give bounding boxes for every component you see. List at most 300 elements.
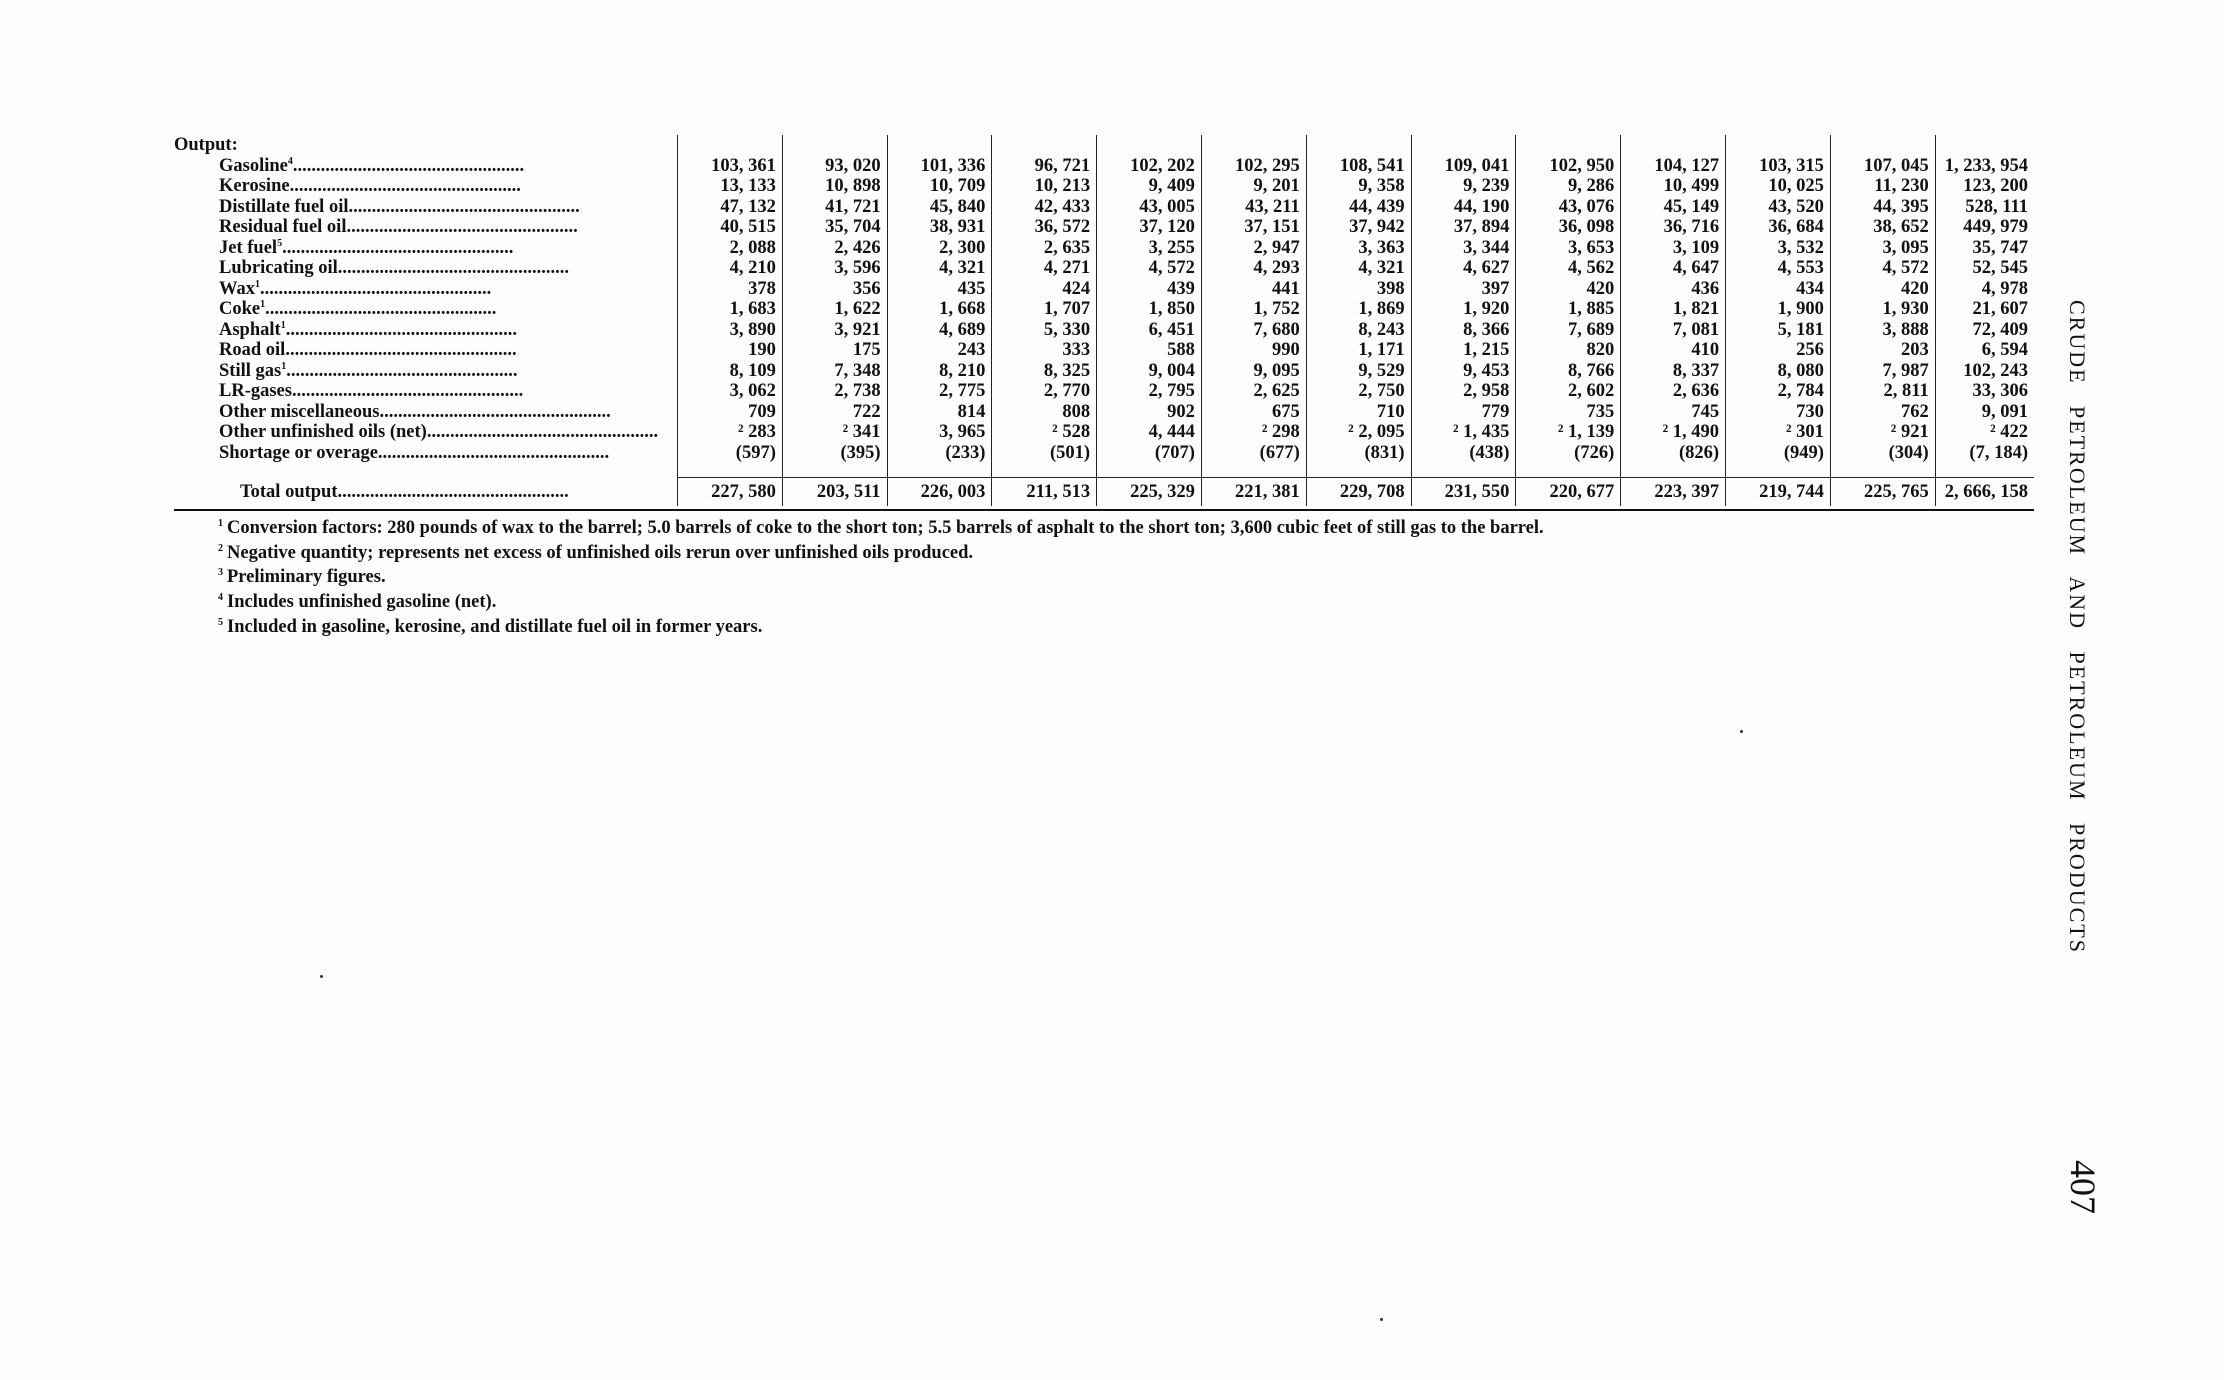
table-cell: 3, 921: [782, 320, 887, 341]
table-cell: 3, 109: [1621, 238, 1726, 259]
table-cell: (501): [992, 443, 1097, 464]
table-cell: 3, 363: [1306, 238, 1411, 259]
table-cell: 7, 081: [1621, 320, 1726, 341]
total-cell: 225, 765: [1830, 478, 1935, 507]
total-cell: 203, 511: [782, 478, 887, 507]
total-cell: 229, 708: [1306, 478, 1411, 507]
table-cell: 2, 088: [678, 238, 783, 259]
table-cell: 1, 668: [887, 299, 992, 320]
total-cell: 211, 513: [992, 478, 1097, 507]
table-cell: 36, 716: [1621, 217, 1726, 238]
table-cell: 101, 336: [887, 156, 992, 177]
table-cell: 11, 230: [1830, 176, 1935, 197]
table-cell: 8, 109: [678, 361, 783, 382]
table-cell: 38, 652: [1830, 217, 1935, 238]
table-cell: 45, 149: [1621, 197, 1726, 218]
table-cell: 9, 239: [1411, 176, 1516, 197]
table-cell: 36, 572: [992, 217, 1097, 238]
table-cell: 3, 532: [1726, 238, 1831, 259]
footnote-ref: 4: [287, 155, 293, 167]
table-cell: 1, 885: [1516, 299, 1621, 320]
table-cell: ² 1, 139: [1516, 422, 1621, 443]
table-cell: (597): [678, 443, 783, 464]
table-cell: 434: [1726, 279, 1831, 300]
footnote-text: Negative quantity; represents net excess of unfinished oils rerun over unfinished oils produced.: [227, 542, 974, 563]
table-cell: 1, 707: [992, 299, 1097, 320]
table-cell: (677): [1201, 443, 1306, 464]
table-cell: 8, 080: [1726, 361, 1831, 382]
table-cell: ² 921: [1830, 422, 1935, 443]
total-cell: 225, 329: [1097, 478, 1202, 507]
footnote-ref: 1: [280, 319, 286, 331]
table-cell: 36, 098: [1516, 217, 1621, 238]
table-cell: 8, 366: [1411, 320, 1516, 341]
table-cell: 9, 529: [1306, 361, 1411, 382]
table-cell: 102, 243: [1935, 361, 2034, 382]
footnote-mark: 4: [218, 591, 223, 603]
table-row: [174, 258, 2034, 279]
table-cell: ² 301: [1726, 422, 1831, 443]
table-cell: 435: [887, 279, 992, 300]
table-cell: 528, 111: [1935, 197, 2034, 218]
leader-dots: ..................................................: [286, 360, 518, 381]
table-cell: 9, 004: [1097, 361, 1202, 382]
table-cell: ² 2, 095: [1306, 422, 1411, 443]
table-cell: 72, 409: [1935, 320, 2034, 341]
page-number-text: 407: [2063, 1160, 2103, 1214]
table-cell: 3, 255: [1097, 238, 1202, 259]
leader-dots: ..................................................: [348, 196, 580, 217]
table-cell: 96, 721: [992, 156, 1097, 177]
table-row: [174, 443, 2034, 464]
footnotes: [218, 514, 2018, 637]
table-cell: 439: [1097, 279, 1202, 300]
table-cell: 9, 095: [1201, 361, 1306, 382]
table-cell: 9, 453: [1411, 361, 1516, 382]
table-cell: 6, 594: [1935, 340, 2034, 361]
row-label-text: Gasoline: [219, 155, 288, 176]
running-head-text: CRUDE PETROLEUM AND PETROLEUM PRODUCTS: [2065, 300, 2090, 954]
table-cell: (304): [1830, 443, 1935, 464]
table-cell: 709: [678, 402, 783, 423]
table-cell: 9, 358: [1306, 176, 1411, 197]
table-cell: 730: [1726, 402, 1831, 423]
table-cell: 1, 171: [1306, 340, 1411, 361]
table-cell: 4, 293: [1201, 258, 1306, 279]
table-cell: 378: [678, 279, 783, 300]
leader-dots: ..................................................: [285, 319, 517, 340]
table-cell: 5, 330: [992, 320, 1097, 341]
row-label-text: Other miscellaneous: [219, 401, 380, 422]
row-label-text: Other unfinished oils (net): [219, 422, 427, 442]
table-cell: 1, 622: [782, 299, 887, 320]
row-label-text: Wax: [219, 278, 255, 299]
table-cell: 4, 444: [1097, 422, 1202, 443]
table-cell: 2, 795: [1097, 381, 1202, 402]
table-cell: ² 1, 435: [1411, 422, 1516, 443]
table-cell: 13, 133: [678, 176, 783, 197]
table-cell: 8, 337: [1621, 361, 1726, 382]
table-cell: 175: [782, 340, 887, 361]
table-cell: 710: [1306, 402, 1411, 423]
table-cell: 7, 987: [1830, 361, 1935, 382]
table-cell: 3, 062: [678, 381, 783, 402]
table-cell: 814: [887, 402, 992, 423]
row-label: [174, 299, 678, 320]
table-cell: 436: [1621, 279, 1726, 300]
table-cell: 4, 210: [678, 258, 783, 279]
table-cell: 2, 947: [1201, 238, 1306, 259]
section-label: Output:: [174, 135, 238, 155]
table-cell: (7, 184): [1935, 443, 2034, 464]
section-row: [174, 135, 2034, 156]
table-cell: 420: [1516, 279, 1621, 300]
table-cell: 2, 958: [1411, 381, 1516, 402]
table-cell: 2, 636: [1621, 381, 1726, 402]
table-cell: 2, 750: [1306, 381, 1411, 402]
table-cell: 449, 979: [1935, 217, 2034, 238]
table-cell: ² 528: [992, 422, 1097, 443]
row-label-text: Coke: [219, 299, 261, 319]
row-label: [174, 422, 678, 443]
table-cell: 4, 572: [1830, 258, 1935, 279]
table-cell: 4, 321: [887, 258, 992, 279]
row-label-text: Distillate fuel oil: [219, 196, 349, 217]
table-cell: 3, 890: [678, 320, 783, 341]
footnote: [218, 563, 2018, 588]
table-cell: 441: [1201, 279, 1306, 300]
table-cell: (233): [887, 443, 992, 464]
table-cell: ² 422: [1935, 422, 2034, 443]
table-cell: 42, 433: [992, 197, 1097, 218]
table-cell: 398: [1306, 279, 1411, 300]
footnote-text: Includes unfinished gasoline (net).: [227, 592, 497, 613]
footnote: [218, 514, 2018, 539]
speck: [1740, 730, 1743, 733]
row-label-text: Road oil: [219, 340, 286, 360]
leader-dots: ..................................................: [379, 401, 611, 422]
table-cell: 7, 680: [1201, 320, 1306, 341]
total-cell: 221, 381: [1201, 478, 1306, 507]
row-label-text: Asphalt: [219, 319, 281, 340]
table-cell: 33, 306: [1935, 381, 2034, 402]
table-cell: 38, 931: [887, 217, 992, 238]
footnote: [218, 539, 2018, 564]
row-label: [174, 279, 678, 300]
table-row: [174, 340, 2034, 361]
table-cell: 107, 045: [1830, 156, 1935, 177]
table-cell: 103, 315: [1726, 156, 1831, 177]
table-cell: 2, 426: [782, 238, 887, 259]
table-cell: 356: [782, 279, 887, 300]
table-cell: 9, 201: [1201, 176, 1306, 197]
leader-dots: ..................................................: [282, 237, 514, 258]
table-cell: (438): [1411, 443, 1516, 464]
row-label: [174, 478, 678, 507]
table-cell: 1, 752: [1201, 299, 1306, 320]
total-cell: 223, 397: [1621, 478, 1726, 507]
table-cell: 37, 151: [1201, 217, 1306, 238]
table-cell: 2, 775: [887, 381, 992, 402]
table-cell: 8, 766: [1516, 361, 1621, 382]
table-cell: 3, 596: [782, 258, 887, 279]
table-bottom-rule: [174, 509, 2034, 511]
leader-dots: ..................................................: [377, 442, 610, 463]
table-cell: 722: [782, 402, 887, 423]
table-cell: 1, 233, 954: [1935, 156, 2034, 177]
table-cell: 9, 286: [1516, 176, 1621, 197]
table-cell: 108, 541: [1306, 156, 1411, 177]
table-cell: ² 283: [678, 422, 783, 443]
table-cell: 4, 553: [1726, 258, 1831, 279]
table-cell: 1, 869: [1306, 299, 1411, 320]
table-cell: 36, 684: [1726, 217, 1831, 238]
table-cell: 4, 271: [992, 258, 1097, 279]
table-cell: (707): [1097, 443, 1202, 464]
table-cell: 43, 211: [1201, 197, 1306, 218]
table-cell: 333: [992, 340, 1097, 361]
table-cell: 820: [1516, 340, 1621, 361]
table-cell: 41, 721: [782, 197, 887, 218]
table-cell: 243: [887, 340, 992, 361]
table-cell: 1, 900: [1726, 299, 1831, 320]
total-cell: 231, 550: [1411, 478, 1516, 507]
leader-dots: ..................................................: [426, 422, 659, 442]
table-cell: 2, 770: [992, 381, 1097, 402]
spacer-row: [174, 463, 2034, 478]
footnote-ref: 1: [260, 299, 266, 310]
table-cell: 762: [1830, 402, 1935, 423]
table-cell: 5, 181: [1726, 320, 1831, 341]
table-cell: 9, 409: [1097, 176, 1202, 197]
running-head: [2060, 300, 2120, 1100]
row-label: [174, 156, 678, 177]
table-cell: 2, 784: [1726, 381, 1831, 402]
table-cell: 2, 602: [1516, 381, 1621, 402]
table-cell: 102, 295: [1201, 156, 1306, 177]
table-cell: 44, 395: [1830, 197, 1935, 218]
table-row: [174, 279, 2034, 300]
page-number: [2060, 1160, 2120, 1240]
table-cell: 43, 520: [1726, 197, 1831, 218]
speck: [320, 975, 323, 978]
table-cell: ² 341: [782, 422, 887, 443]
table-cell: 1, 930: [1830, 299, 1935, 320]
table-cell: 102, 202: [1097, 156, 1202, 177]
table-cell: 4, 689: [887, 320, 992, 341]
footnote-mark: 3: [218, 567, 223, 579]
table-cell: (831): [1306, 443, 1411, 464]
leader-dots: ..................................................: [289, 176, 521, 196]
table-cell: 103, 361: [678, 156, 783, 177]
table-body: [174, 135, 2034, 506]
table-cell: (726): [1516, 443, 1621, 464]
leader-dots: ..................................................: [285, 340, 517, 360]
table-cell: ² 1, 490: [1621, 422, 1726, 443]
table-cell: 990: [1201, 340, 1306, 361]
row-label: [174, 402, 678, 423]
table-cell: 35, 747: [1935, 238, 2034, 259]
total-cell: 2, 666, 158: [1935, 478, 2034, 507]
table-cell: 4, 627: [1411, 258, 1516, 279]
row-label-text: Total output: [240, 481, 338, 502]
row-label: [174, 361, 678, 382]
table-cell: 4, 562: [1516, 258, 1621, 279]
table-cell: 7, 348: [782, 361, 887, 382]
table-cell: 37, 942: [1306, 217, 1411, 238]
row-label: [174, 217, 678, 238]
table-cell: 902: [1097, 402, 1202, 423]
table-cell: 123, 200: [1935, 176, 2034, 197]
total-row: [174, 478, 2034, 507]
table-cell: 8, 325: [992, 361, 1097, 382]
table-cell: 2, 738: [782, 381, 887, 402]
table-cell: 190: [678, 340, 783, 361]
table-row: [174, 197, 2034, 218]
total-cell: 220, 677: [1516, 478, 1621, 507]
table-cell: 21, 607: [1935, 299, 2034, 320]
table-cell: 1, 683: [678, 299, 783, 320]
table-row: [174, 299, 2034, 320]
row-label: [174, 176, 678, 197]
table-cell: (395): [782, 443, 887, 464]
table-cell: 9, 091: [1935, 402, 2034, 423]
leader-dots: ..................................................: [337, 481, 569, 502]
table-cell: 779: [1411, 402, 1516, 423]
table-cell: 1, 920: [1411, 299, 1516, 320]
table-cell: 4, 321: [1306, 258, 1411, 279]
table-cell: 43, 005: [1097, 197, 1202, 218]
row-label: [174, 443, 678, 464]
table-cell: 37, 120: [1097, 217, 1202, 238]
row-label: [174, 381, 678, 402]
footnote-text: Included in gasoline, kerosine, and distillate fuel oil in former years.: [227, 616, 763, 637]
table-cell: 45, 840: [887, 197, 992, 218]
table-cell: 588: [1097, 340, 1202, 361]
table-cell: 3, 965: [887, 422, 992, 443]
row-label-text: Residual fuel oil: [219, 217, 347, 237]
table-cell: 2, 300: [887, 238, 992, 259]
table-cell: 104, 127: [1621, 156, 1726, 177]
table-cell: 8, 210: [887, 361, 992, 382]
table-cell: 93, 020: [782, 156, 887, 177]
table-cell: 424: [992, 279, 1097, 300]
table-cell: 3, 344: [1411, 238, 1516, 259]
table-cell: 10, 499: [1621, 176, 1726, 197]
table-cell: 1, 215: [1411, 340, 1516, 361]
footnote-text: Preliminary figures.: [227, 567, 386, 588]
table-cell: 808: [992, 402, 1097, 423]
table-cell: 8, 243: [1306, 320, 1411, 341]
total-cell: 219, 744: [1726, 478, 1831, 507]
footnote-ref: 1: [281, 360, 287, 372]
table-cell: 102, 950: [1516, 156, 1621, 177]
row-label-text: Still gas: [219, 360, 282, 381]
table-cell: 4, 978: [1935, 279, 2034, 300]
leader-dots: ..................................................: [337, 258, 569, 278]
table-row: [174, 402, 2034, 423]
total-cell: 226, 003: [887, 478, 992, 507]
table-cell: (826): [1621, 443, 1726, 464]
table-row: [174, 238, 2034, 259]
table-cell: 10, 898: [782, 176, 887, 197]
table-row: [174, 156, 2034, 177]
row-label: [174, 258, 678, 279]
row-label-text: LR-gases: [219, 381, 292, 401]
table-cell: 43, 076: [1516, 197, 1621, 218]
row-label: [174, 197, 678, 218]
footnote: [218, 588, 2018, 613]
table-cell: 2, 625: [1201, 381, 1306, 402]
table-cell: 4, 572: [1097, 258, 1202, 279]
table-cell: 44, 439: [1306, 197, 1411, 218]
table-cell: 4, 647: [1621, 258, 1726, 279]
table-cell: 3, 653: [1516, 238, 1621, 259]
leader-dots: ..................................................: [292, 155, 525, 176]
table-cell: 3, 888: [1830, 320, 1935, 341]
table-cell: 35, 704: [782, 217, 887, 238]
table-row: [174, 381, 2034, 402]
total-cell: 227, 580: [678, 478, 783, 507]
leader-dots: ..................................................: [259, 278, 492, 299]
table-cell: 203: [1830, 340, 1935, 361]
row-label: [174, 320, 678, 341]
row-label-text: Lubricating oil: [219, 258, 338, 278]
table-cell: 256: [1726, 340, 1831, 361]
table-cell: 10, 709: [887, 176, 992, 197]
table-cell: 675: [1201, 402, 1306, 423]
row-label: [174, 340, 678, 361]
footnote: [218, 613, 2018, 638]
footnote-mark: 2: [218, 542, 223, 554]
row-label-text: Shortage or overage: [219, 442, 378, 463]
output-table: [174, 135, 2034, 506]
row-label-text: Jet fuel: [219, 237, 278, 258]
table-cell: 397: [1411, 279, 1516, 300]
row-label: [174, 238, 678, 259]
leader-dots: ..................................................: [265, 299, 497, 319]
table-cell: 10, 025: [1726, 176, 1831, 197]
footnote-mark: 5: [218, 616, 223, 628]
table-cell: ² 298: [1201, 422, 1306, 443]
table-cell: 1, 821: [1621, 299, 1726, 320]
leader-dots: ..................................................: [346, 217, 578, 237]
table-row: [174, 176, 2034, 197]
table-cell: 44, 190: [1411, 197, 1516, 218]
leader-dots: ..................................................: [291, 381, 524, 401]
footnote-ref: 1: [254, 278, 260, 290]
table-cell: 410: [1621, 340, 1726, 361]
footnote-mark: 1: [218, 518, 223, 529]
table-cell: 6, 451: [1097, 320, 1202, 341]
table-row: [174, 217, 2034, 238]
table-cell: 2, 635: [992, 238, 1097, 259]
table-row: [174, 422, 2034, 443]
table-cell: 3, 095: [1830, 238, 1935, 259]
table-cell: 735: [1516, 402, 1621, 423]
table-cell: 52, 545: [1935, 258, 2034, 279]
table-cell: 7, 689: [1516, 320, 1621, 341]
table-cell: 37, 894: [1411, 217, 1516, 238]
speck: [1380, 1318, 1383, 1321]
table-cell: 40, 515: [678, 217, 783, 238]
table-row: [174, 320, 2034, 341]
table-cell: 1, 850: [1097, 299, 1202, 320]
table-cell: 47, 132: [678, 197, 783, 218]
table-cell: 745: [1621, 402, 1726, 423]
footnote-text: Conversion factors: 280 pounds of wax to the barrel; 5.0 barrels of coke to the short ton; 5.5 barrels of asphalt to the short ton; 3,600 cubic feet of still gas to the barrel.: [227, 518, 1544, 539]
row-label-text: Kerosine: [219, 176, 290, 196]
